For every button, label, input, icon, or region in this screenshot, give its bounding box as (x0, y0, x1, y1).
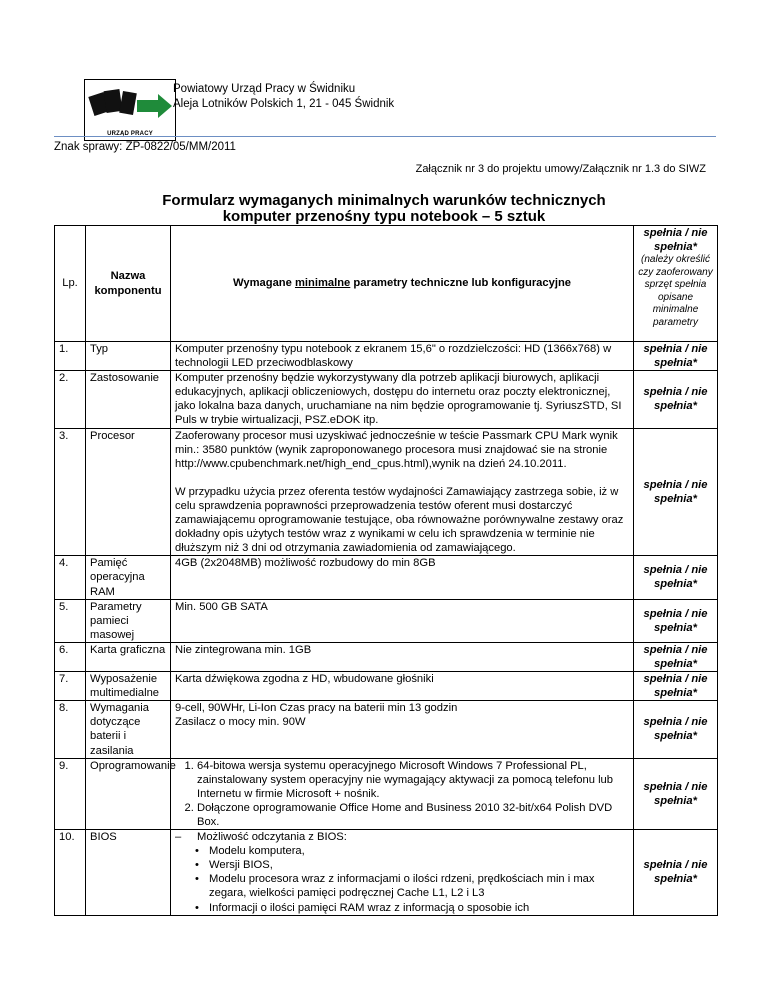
bios-intro: Możliwość odczytania z BIOS: (197, 831, 347, 844)
row-requirement (171, 758, 634, 829)
row-lp: 8. (55, 701, 86, 758)
row-component: Pamięć operacyjna RAM (86, 556, 171, 599)
header-requirements: Wymagane minimalne parametry techniczne lub konfiguracyjne (171, 226, 634, 342)
table-row (55, 701, 718, 758)
row-lp: 3. (55, 428, 86, 556)
row-requirement: Komputer przenośny będzie wykorzystywany dla potrzeb aplikacji biurowych, aplikacji edukacyjnych, aplikacji obliczeniowych, dostępu do internetu oraz poczty elektronicznej, jako lokalna baza danych, uruchamiane na nim będzie oprogramowanie tj. SyriuszSTD, SI Puls w trybie wirtualizacji, PSZ.eDOK itp. (171, 371, 634, 428)
row-requirement: 4GB (2x2048MB) możliwość rozbudowy do min 8GB (171, 556, 634, 599)
row-lp: 1. (55, 342, 86, 371)
row-lp: 4. (55, 556, 86, 599)
row-component: Parametry pamieci masowej (86, 599, 171, 642)
header-status-note: (należy określić czy zaoferowany sprzęt spełnia opisane minimalne parametry (638, 254, 713, 328)
row-status: spełnia / nie spełnia* (634, 830, 718, 916)
header-component-name: Nazwa komponentu (86, 226, 171, 342)
case-number: Znak sprawy: ZP-0822/05/MM/2011 (54, 141, 236, 153)
row-component: Wymagania dotyczące baterii i zasilania (86, 701, 171, 758)
header-underlined-word: minimalne (294, 277, 351, 290)
table-header-row (55, 226, 718, 342)
row-requirement (171, 830, 634, 916)
header-status: spełnia / nie spełnia* (należy określić czy zaoferowany sprzęt spełnia opisane minimalne parametry (634, 226, 718, 342)
table-row (55, 672, 718, 701)
header-lp: Lp. (55, 226, 86, 342)
row-requirement (171, 701, 634, 758)
logo-text: URZĄD PRACY (107, 131, 153, 137)
row-status: spełnia / nie spełnia* (634, 342, 718, 371)
list-item: 1. 64-bitowa wersja systemu operacyjnego Microsoft Windows 7 Professional PL, zainstalowany system operacyjny nie wymagający aktywacji za pomocą telefonu lub Internetu w firmie Microsoft + nośnik. (197, 759, 629, 801)
office-name: Powiatowy Urząd Pracy w Świdniku (173, 83, 356, 95)
row-status: spełnia / nie spełnia* (634, 599, 718, 642)
table-row (55, 371, 718, 428)
row-lp: 9. (55, 758, 86, 829)
row-status: spełnia / nie spełnia* (634, 642, 718, 671)
list-item: • Informacji o ilości pamięci RAM wraz z informacją o sposobie ich (209, 901, 629, 915)
office-logo (84, 79, 176, 141)
row-component: Wyposażenie multimedialne (86, 672, 171, 701)
row-status: spełnia / nie spełnia* (634, 556, 718, 599)
row-lp: 10. (55, 830, 86, 916)
list-item: • Modelu komputera, (209, 844, 629, 858)
row-component: Typ (86, 342, 171, 371)
power-supply-requirement: Zasilacz o mocy min. 90W (175, 716, 306, 729)
processor-requirement: Zaoferowany procesor musi uzyskiwać jednocześnie w teście Passmark CPU Mark wynik min.: 3580 punktów (wynik zaproponowanego procesora musi znajdować sie na stronie http://www.cpubenchmark.net/high_end_cpus.html),wynik na dzień 24.10.2011. (175, 429, 618, 470)
table-row (55, 830, 718, 916)
row-component: Zastosowanie (86, 371, 171, 428)
dash-marker: – (175, 831, 182, 844)
document-title: Formularz wymaganych minimalnych warunków technicznych (162, 192, 606, 209)
row-requirement: Komputer przenośny typu notebook z ekranem 15,6" o rozdzielczości: HD (1366x768) w technologii LED przeciwodblaskowy (171, 342, 634, 371)
table-row (55, 556, 718, 599)
table-row (55, 428, 718, 556)
bios-dash-item (175, 830, 629, 844)
row-status: spełnia / nie spełnia* (634, 758, 718, 829)
row-requirement (171, 428, 634, 556)
software-list (175, 759, 629, 829)
row-status: spełnia / nie spełnia* (634, 672, 718, 701)
row-lp: 6. (55, 642, 86, 671)
office-address: Aleja Lotników Polskich 1, 21 - 045 Świdnik (173, 98, 395, 110)
table-row (55, 642, 718, 671)
requirements-table (54, 225, 718, 916)
row-lp: 7. (55, 672, 86, 701)
table-row (55, 758, 718, 829)
row-component: Oprogramowanie (86, 758, 171, 829)
list-item: • Wersji BIOS, (209, 858, 629, 872)
document-subtitle: komputer przenośny typu notebook – 5 sztuk (222, 208, 546, 225)
annex-label: Załącznik nr 3 do projektu umowy/Załącznik nr 1.3 do SIWZ (415, 163, 706, 175)
row-lp: 2. (55, 371, 86, 428)
row-lp: 5. (55, 599, 86, 642)
row-requirement: Nie zintegrowana min. 1GB (171, 642, 634, 671)
row-component: BIOS (86, 830, 171, 916)
bios-list (175, 844, 629, 914)
row-status: spełnia / nie spełnia* (634, 701, 718, 758)
row-component: Karta graficzna (86, 642, 171, 671)
list-item: 2. Dołączone oprogramowanie Office Home and Business 2010 32-bit/x64 Polish DVD Box. (197, 801, 629, 829)
table-row (55, 342, 718, 371)
battery-requirement: 9-cell, 90WHr, Li-Ion Czas pracy na baterii min 13 godzin (175, 702, 458, 715)
list-item: • Modelu procesora wraz z informacjami o ilości rdzeni, prędkościach min i max zegara, wielkości pamięci podręcznej Cache L1, L2 i L3 (209, 872, 629, 900)
row-component: Procesor (86, 428, 171, 556)
row-requirement: Karta dźwiękowa zgodna z HD, wbudowane głośniki (171, 672, 634, 701)
processor-test-note: W przypadku użycia przez oferenta testów wydajności Zamawiający zastrzega sobie, iż w celu sprawdzenia poprawności przeprowadzenia testów oferent musi dostarczyć zamawiającemu oprogramowanie testujące, oba równoważne porównywalne zestawy oraz dokładny opis użytych testów wraz z wynikami w celu ich sprawdzenia w terminie nie dłuższym niż 3 dni od otrzymania zawiadomienia od zamawiającego. (175, 485, 624, 555)
table-row (55, 599, 718, 642)
row-status: spełnia / nie spełnia* (634, 428, 718, 556)
row-requirement: Min. 500 GB SATA (171, 599, 634, 642)
row-status: spełnia / nie spełnia* (634, 371, 718, 428)
header-divider (54, 136, 716, 137)
